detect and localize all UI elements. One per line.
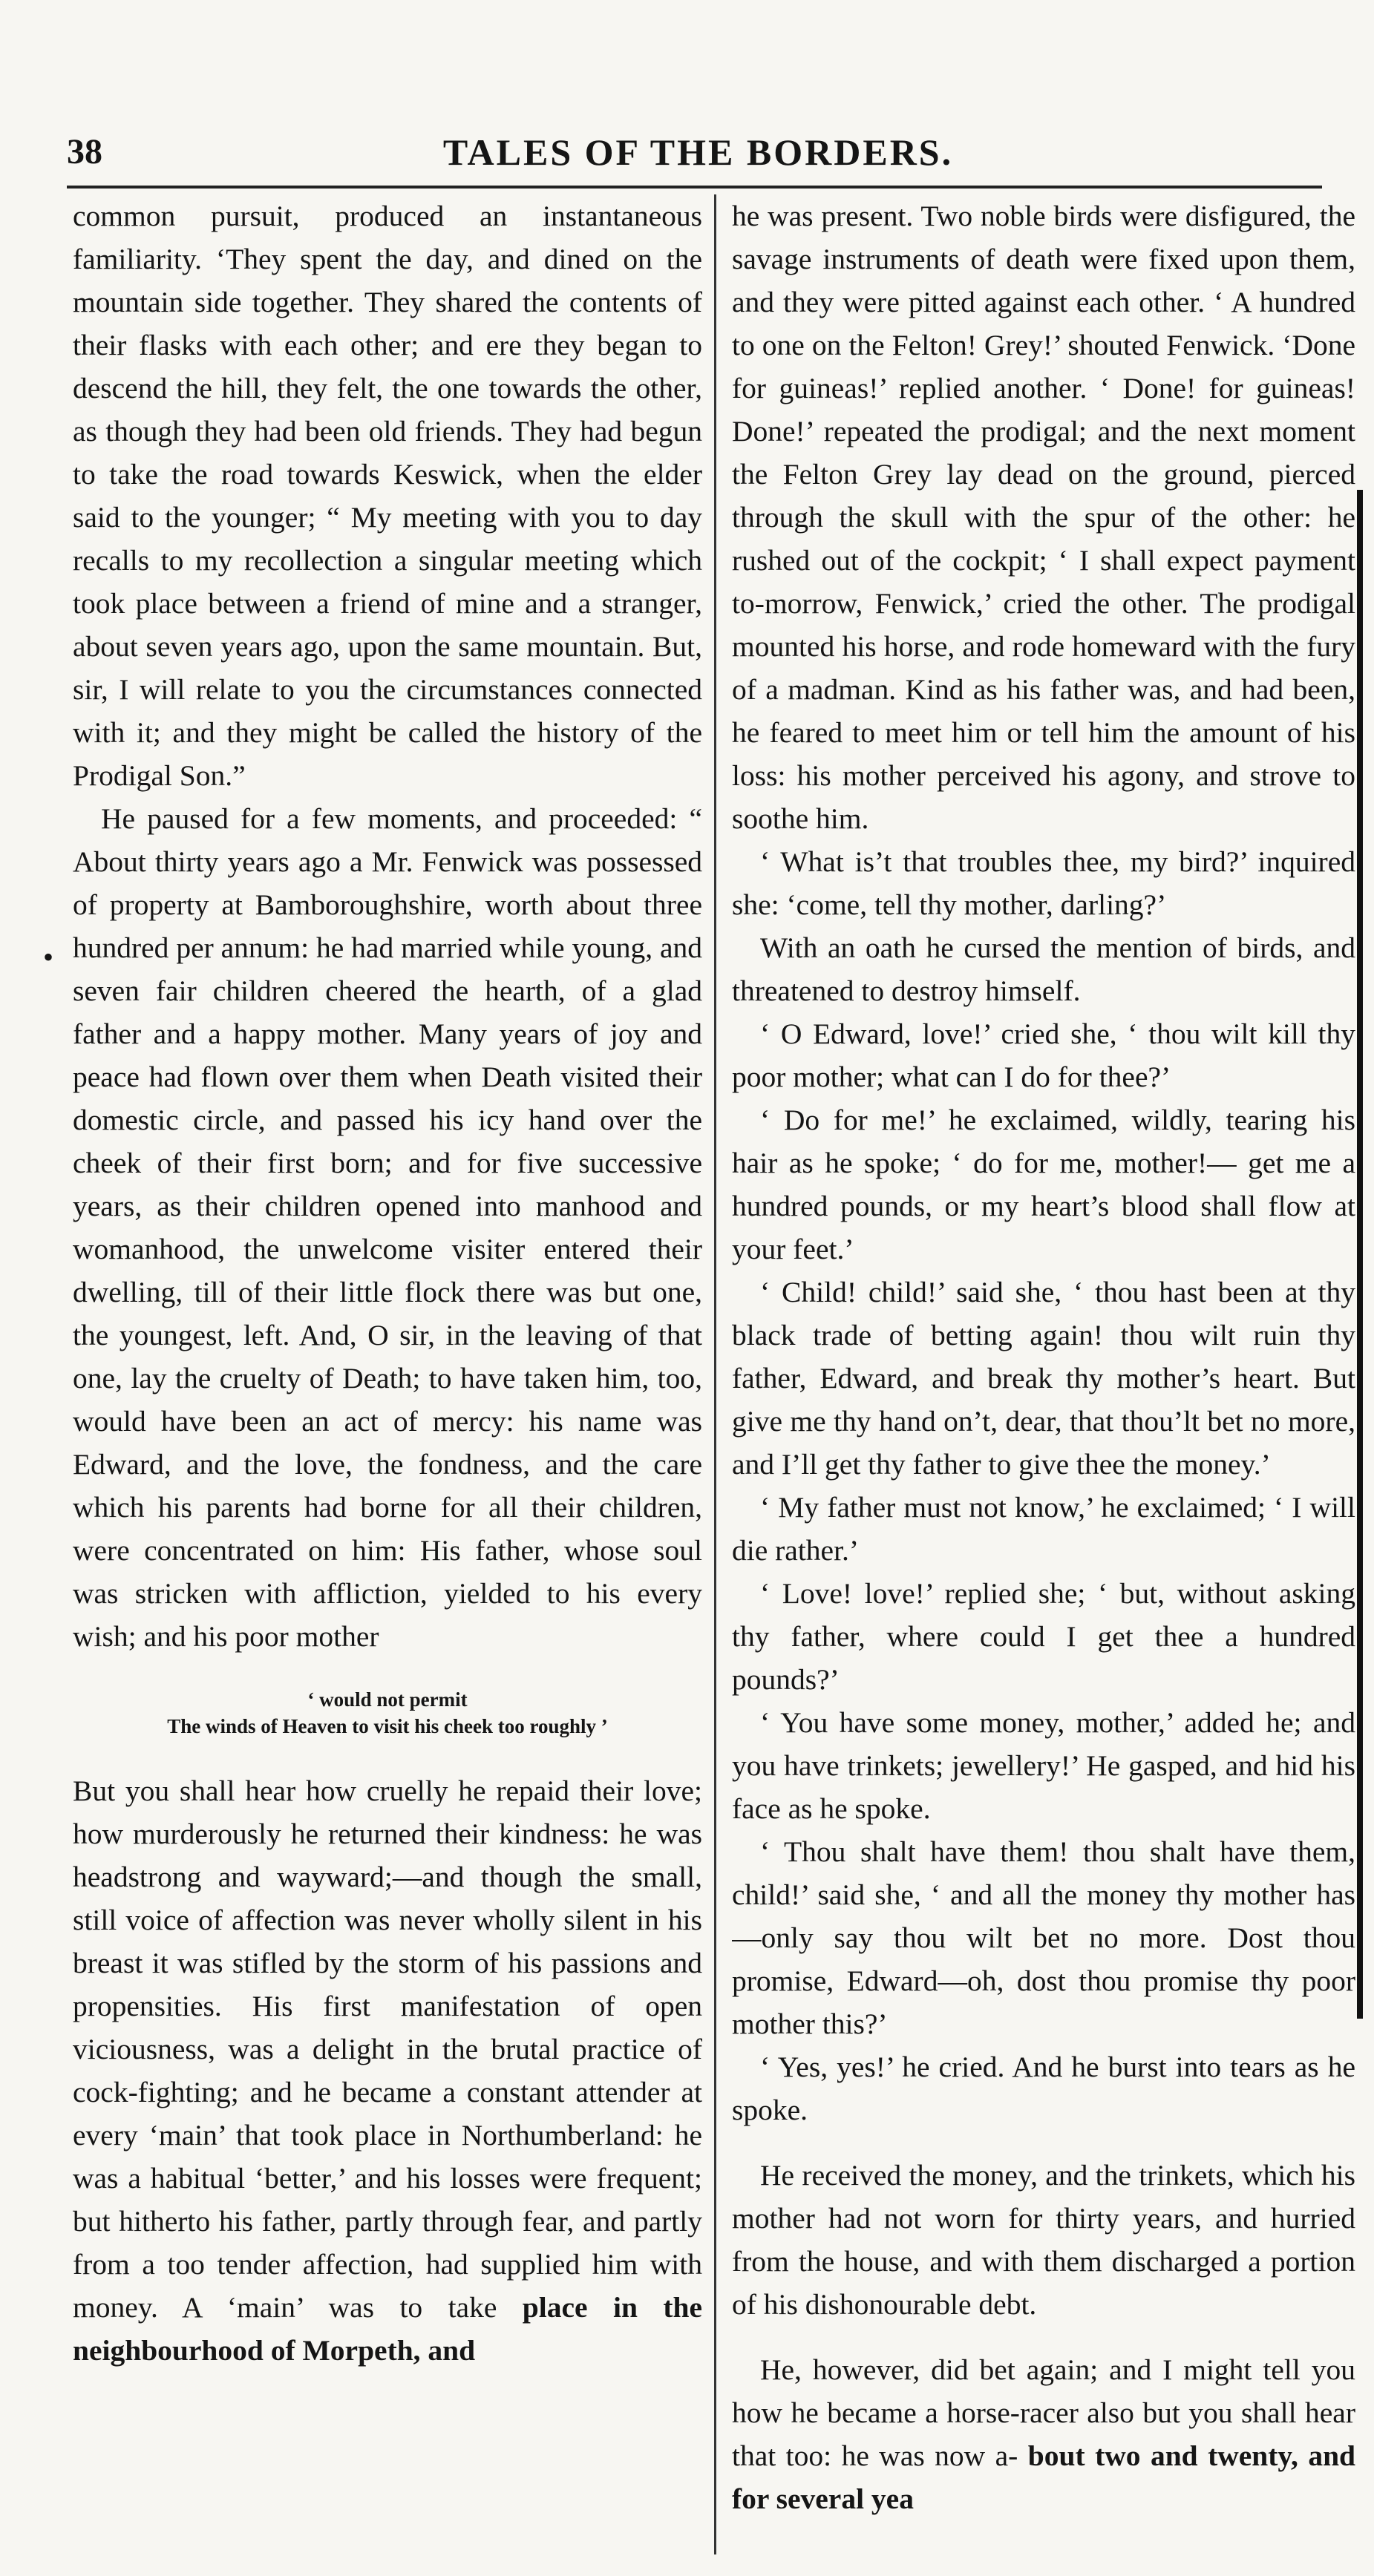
- left-paragraph-3: [73, 1769, 702, 2372]
- running-head: TALES OF THE BORDERS.: [442, 131, 954, 173]
- right-paragraph-13: [732, 2348, 1355, 2520]
- header-rule: [67, 186, 1322, 189]
- right-paragraph-2: ‘ What is’t that troubles thee, my bird?’ inquired she: ‘come, tell thy mother, darling?’: [732, 845, 1355, 921]
- left-paragraph-1: common pursuit, produced an instantaneous familiarity. ‘They spent the day, and dined on the mountain side together. They shared the contents of their flasks with each other; and ere they began to descend the hill, they felt, the one towards the other, as though they had been old friends. They had begun to take the road towards Keswick, when the elder said to the younger; “ My meeting with you to day recalls to my recollection a singular meeting which took place between a friend of mine and a stranger, about seven years ago, upon the same mountain. But, sir, I will relate to you the circumstances connected with it; and they might be called the history of the Prodigal Son.”: [73, 200, 702, 792]
- left-paragraph-3-tail: place in the neighbourhood of Morpeth, and: [73, 2291, 702, 2367]
- right-paragraph-6: ‘ Child! child!’ said she, ‘ thou hast been at thy black trade of betting again! thou wilt ruin thy father, Edward, and break thy mother’s heart. But give me thy hand on’t, dear, that thou’lt bet no more, and I’ll get thy father to give thee the money.’: [732, 1276, 1355, 1481]
- right-paragraph-12: He received the money, and the trinkets, which his mother had not worn for thirty years, and hurried from the house, and with them discharged a portion of his dishonourable debt.: [732, 2159, 1355, 2321]
- right-paragraph-1: he was present. Two noble birds were disfigured, the savage instruments of death were fixed upon them, and they were pitted against each other. ‘ A hundred to one on the Felton! Grey!’ shouted Fenwick. ‘Done for guineas!’ replied another. ‘ Done! for guineas! Done!’ repeated the prodigal; and the next moment the Felton Grey lay dead on the ground, pierced through the skull with the spur of the other: he rushed out of the cockpit; ‘ I shall expect payment to-morrow, Fenwick,’ cried the other. The prodigal mounted his horse, and rode homeward with the fury of a madman. Kind as his father was, and had been, he feared to meet him or tell him the amount of his loss: his mother perceived his agony, and strove to soothe him.: [732, 200, 1355, 835]
- right-paragraph-13-tail: bout two and twenty, and for several yea: [732, 2439, 1355, 2515]
- right-paragraph-13-body: He, however, did bet again; and I might tell you how he became a horse-racer also but you shall hear that too: he was now a-: [732, 2353, 1355, 2472]
- verse-line-2: The winds of Heaven to visit his cheek too roughly ’: [167, 1715, 608, 1737]
- verse-line-1: ‘ would not permit: [307, 1688, 468, 1711]
- right-paragraph-11: ‘ Yes, yes!’ he cried. And he burst into tears as he spoke.: [732, 2051, 1355, 2126]
- right-paragraph-7: ‘ My father must not know,’ he exclaimed; ‘ I will die rather.’: [732, 1491, 1355, 1567]
- left-paragraph-3-body: But you shall hear how cruelly he repaid their love; how murderously he returned their kindness: he was headstrong and wayward;—and though the small, still voice of affection was never wholly silent in his breast it was stifled by the storm of his passions and propensities. His first manifestation of open viciousness, was a delight in the brutal practice of cock-fighting; and he became a constant attender at every ‘main’ that took place in Northumberland: he was a habitual ‘better,’ and his losses were frequent; but hitherto his father, partly through fear, and partly from a too tender affection, had supplied him with money. A ‘main’ was to take: [73, 1774, 702, 2324]
- right-paragraph-3: With an oath he cursed the mention of birds, and threatened to destroy himself.: [732, 931, 1355, 1007]
- right-paragraph-8: ‘ Love! love!’ replied she; ‘ but, without asking thy father, where could I get thee a hundred pounds?’: [732, 1577, 1355, 1696]
- page-header: [67, 126, 1329, 178]
- left-column: [73, 194, 702, 2554]
- right-paragraph-9: ‘ You have some money, mother,’ added he; and you have trinkets; jewellery!’ He gasped, and hid his face as he spoke.: [732, 1706, 1355, 1825]
- right-paragraph-5: ‘ Do for me!’ he exclaimed, wildly, tearing his hair as he spoke; ‘ do for me, mother!— get me a hundred pounds, or my heart’s blood shall flow at your feet.’: [732, 1104, 1355, 1265]
- stray-mark: •: [43, 940, 54, 974]
- right-column: [732, 194, 1355, 2554]
- column-divider: [714, 194, 716, 2554]
- verse-quotation: [73, 1686, 702, 1740]
- right-paragraph-10: ‘ Thou shalt have them! thou shalt have them, child!’ said she, ‘ and all the money thy mother has—only say thou wilt bet no more. Dost thou promise, Edward—oh, dost thou promise thy poor mother this?’: [732, 1835, 1355, 2040]
- page-edge-mark: [1357, 490, 1363, 2019]
- right-paragraph-4: ‘ O Edward, love!’ cried she, ‘ thou wilt kill thy poor mother; what can I do for thee?’: [732, 1017, 1355, 1093]
- page-number: 38: [67, 132, 102, 171]
- left-paragraph-2: He paused for a few moments, and proceeded: “ About thirty years ago a Mr. Fenwick was possessed of property at Bamboroughshire, worth about three hundred per annum: he had married while young, and seven fair children cheered the hearth, of a glad father and a happy mother. Many years of joy and peace had flown over them when Death visited their domestic circle, and passed his icy hand over the cheek of their first born; and for five successive years, as their children opened into manhood and womanhood, the unwelcome visiter entered their dwelling, till of their little flock there was but one, the youngest, left. And, O sir, in the leaving of that one, lay the cruelty of Death; to have taken him, too, would have been an act of mercy: his name was Edward, and the love, the fondness, and the care which his parents had borne for all their children, were concentrated on him: His father, whose soul was stricken with affliction, yielded to his every wish; and his poor mother: [73, 802, 702, 1653]
